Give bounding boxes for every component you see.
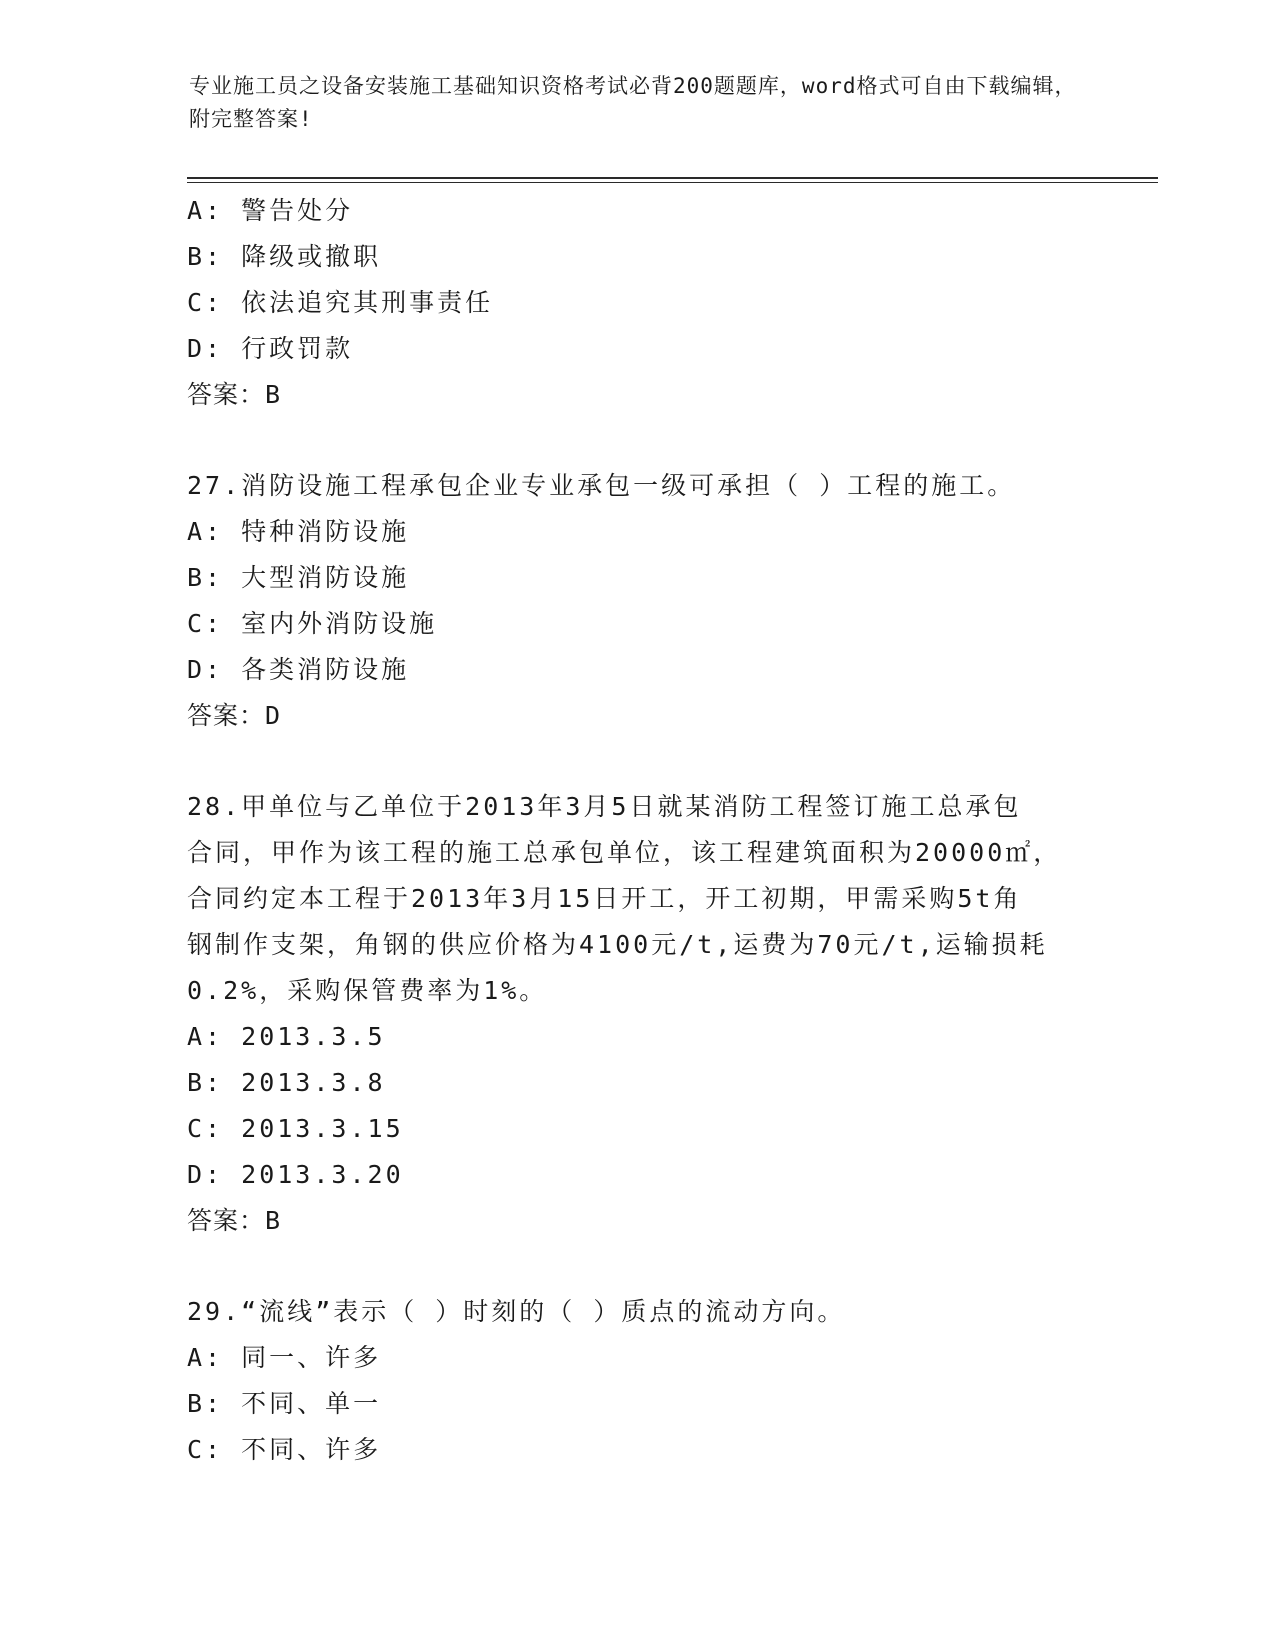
question-stem-line: 合同，甲作为该工程的施工总承包单位，该工程建筑面积为20000㎡， bbox=[187, 838, 1062, 867]
question-stem-line: 钢制作支架，角钢的供应价格为4100元/t,运费为70元/t,运输损耗 bbox=[187, 930, 1048, 959]
header-rule-thick bbox=[187, 177, 1158, 179]
block-spacer bbox=[187, 1244, 1087, 1289]
option-b: B: 降级或撤职 bbox=[187, 242, 382, 271]
option-b: B: 大型消防设施 bbox=[187, 563, 410, 592]
option-b: B: 不同、单一 bbox=[187, 1389, 382, 1418]
option-c: C: 室内外消防设施 bbox=[187, 609, 438, 638]
answer-line: 答案：B bbox=[187, 1206, 282, 1235]
question-stem: 29.“流线”表示（ ）时刻的（ ）质点的流动方向。 bbox=[187, 1297, 846, 1326]
header-rule-thin bbox=[187, 182, 1158, 183]
option-a: A: 同一、许多 bbox=[187, 1343, 382, 1372]
option-a: A: 特种消防设施 bbox=[187, 517, 410, 546]
document-header: 专业施工员之设备安装施工基础知识资格考试必背200题题库，word格式可自由下载编辑，附完整答案! bbox=[189, 74, 1077, 131]
option-c: C: 依法追究其刑事责任 bbox=[187, 288, 494, 317]
question-block-27 bbox=[187, 463, 1087, 739]
block-spacer bbox=[187, 418, 1087, 463]
option-c: C: 不同、许多 bbox=[187, 1435, 382, 1464]
block-spacer bbox=[187, 739, 1087, 784]
option-a: A: 2013.3.5 bbox=[187, 1022, 386, 1051]
answer-line: 答案：B bbox=[187, 380, 282, 409]
question-stem-line: 28.甲单位与乙单位于2013年3月5日就某消防工程签订施工总承包 bbox=[187, 792, 1022, 821]
answer-line: 答案：D bbox=[187, 701, 282, 730]
option-a: A: 警告处分 bbox=[187, 196, 354, 225]
question-block-29 bbox=[187, 1289, 1087, 1473]
option-d: D: 2013.3.20 bbox=[187, 1160, 404, 1189]
option-b: B: 2013.3.8 bbox=[187, 1068, 386, 1097]
question-stem-line: 合同约定本工程于2013年3月15日开工，开工初期，甲需采购5t角 bbox=[187, 884, 1022, 913]
option-d: D: 行政罚款 bbox=[187, 334, 354, 363]
question-stem-line: 0.2%，采购保管费率为1%。 bbox=[187, 976, 548, 1005]
question-stem: 27.消防设施工程承包企业专业承包一级可承担（ ）工程的施工。 bbox=[187, 471, 1016, 500]
question-block-26 bbox=[187, 188, 1087, 418]
question-block-28 bbox=[187, 784, 1087, 1244]
option-d: D: 各类消防设施 bbox=[187, 655, 410, 684]
option-c: C: 2013.3.15 bbox=[187, 1114, 404, 1143]
question-content bbox=[187, 188, 1087, 1473]
